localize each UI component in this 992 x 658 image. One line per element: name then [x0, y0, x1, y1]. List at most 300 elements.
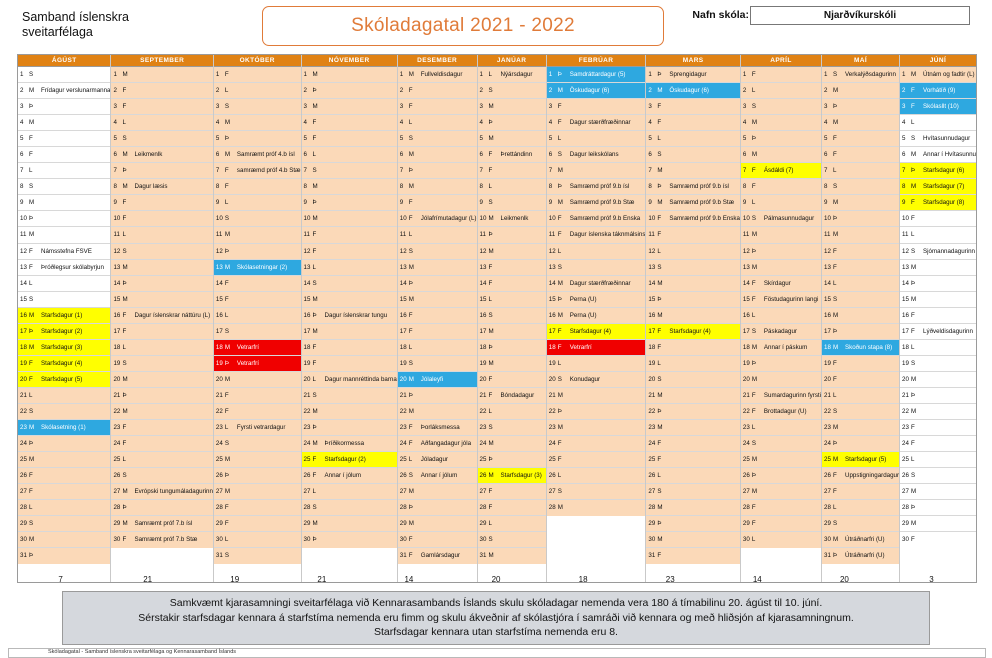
calendar-day-cell[interactable] — [547, 276, 646, 292]
calendar-day-cell[interactable] — [646, 516, 740, 532]
calendar-day-cell[interactable] — [214, 67, 301, 83]
calendar-day-cell[interactable] — [822, 420, 899, 436]
calendar-day-cell[interactable] — [547, 468, 646, 484]
calendar-day-cell[interactable] — [18, 67, 110, 83]
calendar-day-cell[interactable] — [900, 99, 976, 115]
calendar-day-cell[interactable] — [111, 516, 212, 532]
calendar-day-cell[interactable] — [478, 195, 546, 211]
calendar-day-cell[interactable] — [111, 244, 212, 260]
calendar-day-cell[interactable] — [214, 131, 301, 147]
calendar-day-cell[interactable] — [478, 372, 546, 388]
calendar-day-cell[interactable] — [214, 404, 301, 420]
calendar-day-cell[interactable] — [646, 163, 740, 179]
calendar-day-cell[interactable] — [741, 340, 821, 356]
calendar-day-cell[interactable] — [478, 131, 546, 147]
calendar-day-cell[interactable] — [478, 516, 546, 532]
calendar-day-cell[interactable] — [398, 452, 477, 468]
calendar-day-cell[interactable] — [214, 548, 301, 564]
calendar-day-cell[interactable] — [646, 292, 740, 308]
calendar-day-cell[interactable] — [302, 324, 397, 340]
calendar-day-cell[interactable] — [822, 163, 899, 179]
calendar-day-cell[interactable] — [398, 468, 477, 484]
calendar-day-cell[interactable] — [478, 340, 546, 356]
calendar-day-cell[interactable] — [18, 324, 110, 340]
calendar-day-cell[interactable] — [547, 356, 646, 372]
calendar-day-cell[interactable] — [646, 532, 740, 548]
calendar-day-cell[interactable] — [214, 452, 301, 468]
calendar-day-cell[interactable] — [900, 276, 976, 292]
calendar-day-cell[interactable] — [741, 436, 821, 452]
calendar-day-cell[interactable] — [214, 340, 301, 356]
calendar-day-cell[interactable] — [547, 500, 646, 516]
calendar-day-cell[interactable] — [822, 468, 899, 484]
calendar-day-cell[interactable] — [214, 420, 301, 436]
calendar-day-cell[interactable] — [547, 340, 646, 356]
calendar-day-cell[interactable] — [302, 83, 397, 99]
calendar-day-cell[interactable] — [646, 372, 740, 388]
calendar-day-cell[interactable] — [741, 67, 821, 83]
calendar-day-cell[interactable] — [111, 260, 212, 276]
school-name-field[interactable]: Njarðvíkurskóli — [750, 6, 970, 25]
calendar-day-cell[interactable] — [478, 500, 546, 516]
calendar-day-cell[interactable] — [18, 227, 110, 243]
calendar-day-cell[interactable] — [18, 163, 110, 179]
calendar-day-cell[interactable] — [214, 115, 301, 131]
calendar-day-cell[interactable] — [741, 516, 821, 532]
calendar-day-cell[interactable] — [646, 308, 740, 324]
calendar-day-cell[interactable] — [214, 276, 301, 292]
calendar-day-cell[interactable] — [111, 211, 212, 227]
calendar-day-cell[interactable] — [302, 244, 397, 260]
calendar-day-cell[interactable] — [398, 195, 477, 211]
calendar-day-cell[interactable] — [741, 468, 821, 484]
calendar-day-cell[interactable] — [822, 83, 899, 99]
calendar-day-cell[interactable] — [214, 195, 301, 211]
calendar-day-cell[interactable] — [214, 211, 301, 227]
calendar-day-cell[interactable] — [900, 340, 976, 356]
calendar-day-cell[interactable] — [111, 308, 212, 324]
calendar-day-cell[interactable] — [900, 452, 976, 468]
calendar-day-cell[interactable] — [547, 131, 646, 147]
calendar-day-cell[interactable] — [398, 163, 477, 179]
calendar-day-cell[interactable] — [18, 244, 110, 260]
calendar-day-cell[interactable] — [822, 67, 899, 83]
calendar-day-cell[interactable] — [822, 532, 899, 548]
calendar-day-cell[interactable] — [822, 211, 899, 227]
calendar-day-cell[interactable] — [111, 468, 212, 484]
calendar-day-cell[interactable] — [646, 211, 740, 227]
calendar-day-cell[interactable] — [18, 115, 110, 131]
calendar-day-cell[interactable] — [741, 388, 821, 404]
calendar-day-cell[interactable] — [822, 115, 899, 131]
calendar-day-cell[interactable] — [741, 163, 821, 179]
calendar-day-cell[interactable] — [547, 404, 646, 420]
calendar-day-cell[interactable] — [646, 404, 740, 420]
calendar-day-cell[interactable] — [547, 99, 646, 115]
calendar-day-cell[interactable] — [822, 99, 899, 115]
calendar-day-cell[interactable] — [900, 260, 976, 276]
calendar-day-cell[interactable] — [900, 324, 976, 340]
calendar-day-cell[interactable] — [900, 500, 976, 516]
calendar-day-cell[interactable] — [646, 420, 740, 436]
calendar-day-cell[interactable] — [302, 260, 397, 276]
calendar-day-cell[interactable] — [547, 420, 646, 436]
calendar-day-cell[interactable] — [478, 548, 546, 564]
calendar-day-cell[interactable] — [822, 372, 899, 388]
calendar-day-cell[interactable] — [741, 99, 821, 115]
calendar-day-cell[interactable] — [822, 276, 899, 292]
calendar-day-cell[interactable] — [646, 500, 740, 516]
calendar-day-cell[interactable] — [741, 244, 821, 260]
calendar-day-cell[interactable] — [111, 356, 212, 372]
calendar-day-cell[interactable] — [18, 131, 110, 147]
calendar-day-cell[interactable] — [18, 308, 110, 324]
calendar-day-cell[interactable] — [900, 436, 976, 452]
calendar-day-cell[interactable] — [822, 244, 899, 260]
calendar-day-cell[interactable] — [646, 179, 740, 195]
calendar-day-cell[interactable] — [646, 356, 740, 372]
calendar-day-cell[interactable] — [302, 292, 397, 308]
calendar-day-cell[interactable] — [111, 179, 212, 195]
calendar-day-cell[interactable] — [741, 147, 821, 163]
calendar-day-cell[interactable] — [741, 308, 821, 324]
calendar-day-cell[interactable] — [478, 276, 546, 292]
calendar-day-cell[interactable] — [822, 356, 899, 372]
calendar-day-cell[interactable] — [111, 324, 212, 340]
calendar-day-cell[interactable] — [900, 67, 976, 83]
calendar-day-cell[interactable] — [18, 516, 110, 532]
calendar-day-cell[interactable] — [302, 500, 397, 516]
calendar-day-cell[interactable] — [547, 372, 646, 388]
calendar-day-cell[interactable] — [18, 195, 110, 211]
calendar-day-cell[interactable] — [741, 404, 821, 420]
calendar-day-cell[interactable] — [18, 260, 110, 276]
calendar-day-cell[interactable] — [398, 308, 477, 324]
calendar-day-cell[interactable] — [302, 163, 397, 179]
calendar-day-cell[interactable] — [741, 131, 821, 147]
calendar-day-cell[interactable] — [478, 436, 546, 452]
calendar-day-cell[interactable] — [111, 276, 212, 292]
calendar-day-cell[interactable] — [646, 436, 740, 452]
calendar-day-cell[interactable] — [398, 372, 477, 388]
calendar-day-cell[interactable] — [900, 211, 976, 227]
calendar-day-cell[interactable] — [398, 260, 477, 276]
calendar-day-cell[interactable] — [900, 163, 976, 179]
calendar-day-cell[interactable] — [646, 388, 740, 404]
calendar-day-cell[interactable] — [822, 324, 899, 340]
calendar-day-cell[interactable] — [478, 324, 546, 340]
calendar-day-cell[interactable] — [18, 340, 110, 356]
calendar-day-cell[interactable] — [547, 388, 646, 404]
calendar-day-cell[interactable] — [111, 99, 212, 115]
calendar-day-cell[interactable] — [741, 324, 821, 340]
calendar-day-cell[interactable] — [900, 388, 976, 404]
calendar-day-cell[interactable] — [741, 227, 821, 243]
calendar-day-cell[interactable] — [478, 211, 546, 227]
calendar-day-cell[interactable] — [646, 468, 740, 484]
calendar-day-cell[interactable] — [547, 484, 646, 500]
calendar-day-cell[interactable] — [478, 99, 546, 115]
calendar-day-cell[interactable] — [646, 260, 740, 276]
calendar-day-cell[interactable] — [741, 420, 821, 436]
calendar-day-cell[interactable] — [478, 468, 546, 484]
calendar-day-cell[interactable] — [646, 452, 740, 468]
calendar-day-cell[interactable] — [741, 83, 821, 99]
calendar-day-cell[interactable] — [214, 83, 301, 99]
calendar-day-cell[interactable] — [214, 484, 301, 500]
calendar-day-cell[interactable] — [547, 67, 646, 83]
calendar-day-cell[interactable] — [478, 308, 546, 324]
calendar-day-cell[interactable] — [822, 548, 899, 564]
calendar-day-cell[interactable] — [398, 179, 477, 195]
calendar-day-cell[interactable] — [478, 388, 546, 404]
calendar-day-cell[interactable] — [302, 308, 397, 324]
calendar-day-cell[interactable] — [900, 244, 976, 260]
calendar-day-cell[interactable] — [398, 115, 477, 131]
calendar-day-cell[interactable] — [478, 484, 546, 500]
calendar-day-cell[interactable] — [900, 83, 976, 99]
calendar-day-cell[interactable] — [302, 452, 397, 468]
calendar-day-cell[interactable] — [214, 436, 301, 452]
calendar-day-cell[interactable] — [398, 67, 477, 83]
calendar-day-cell[interactable] — [111, 500, 212, 516]
calendar-day-cell[interactable] — [214, 324, 301, 340]
calendar-day-cell[interactable] — [741, 211, 821, 227]
calendar-day-cell[interactable] — [18, 436, 110, 452]
calendar-day-cell[interactable] — [398, 99, 477, 115]
calendar-day-cell[interactable] — [741, 260, 821, 276]
calendar-day-cell[interactable] — [302, 67, 397, 83]
calendar-day-cell[interactable] — [646, 115, 740, 131]
calendar-day-cell[interactable] — [18, 372, 110, 388]
calendar-day-cell[interactable] — [900, 131, 976, 147]
calendar-day-cell[interactable] — [18, 452, 110, 468]
calendar-day-cell[interactable] — [214, 372, 301, 388]
calendar-day-cell[interactable] — [111, 195, 212, 211]
calendar-day-cell[interactable] — [111, 388, 212, 404]
calendar-day-cell[interactable] — [741, 532, 821, 548]
calendar-day-cell[interactable] — [646, 324, 740, 340]
calendar-day-cell[interactable] — [900, 292, 976, 308]
calendar-day-cell[interactable] — [646, 195, 740, 211]
calendar-day-cell[interactable] — [478, 147, 546, 163]
calendar-day-cell[interactable] — [302, 372, 397, 388]
calendar-day-cell[interactable] — [18, 179, 110, 195]
calendar-day-cell[interactable] — [214, 99, 301, 115]
calendar-day-cell[interactable] — [741, 179, 821, 195]
calendar-day-cell[interactable] — [302, 115, 397, 131]
calendar-day-cell[interactable] — [398, 324, 477, 340]
calendar-day-cell[interactable] — [398, 227, 477, 243]
calendar-day-cell[interactable] — [214, 179, 301, 195]
calendar-day-cell[interactable] — [741, 195, 821, 211]
calendar-day-cell[interactable] — [398, 436, 477, 452]
calendar-day-cell[interactable] — [18, 276, 110, 292]
calendar-day-cell[interactable] — [478, 115, 546, 131]
calendar-day-cell[interactable] — [478, 260, 546, 276]
calendar-day-cell[interactable] — [398, 356, 477, 372]
calendar-day-cell[interactable] — [302, 436, 397, 452]
calendar-day-cell[interactable] — [302, 356, 397, 372]
calendar-day-cell[interactable] — [111, 404, 212, 420]
calendar-day-cell[interactable] — [302, 211, 397, 227]
calendar-day-cell[interactable] — [111, 227, 212, 243]
calendar-day-cell[interactable] — [398, 532, 477, 548]
calendar-day-cell[interactable] — [398, 404, 477, 420]
calendar-day-cell[interactable] — [18, 99, 110, 115]
calendar-day-cell[interactable] — [547, 163, 646, 179]
calendar-day-cell[interactable] — [741, 452, 821, 468]
calendar-day-cell[interactable] — [547, 115, 646, 131]
calendar-day-cell[interactable] — [18, 83, 110, 99]
calendar-day-cell[interactable] — [398, 388, 477, 404]
calendar-day-cell[interactable] — [302, 227, 397, 243]
calendar-day-cell[interactable] — [646, 83, 740, 99]
calendar-day-cell[interactable] — [741, 115, 821, 131]
calendar-day-cell[interactable] — [302, 276, 397, 292]
calendar-day-cell[interactable] — [302, 195, 397, 211]
calendar-day-cell[interactable] — [822, 484, 899, 500]
calendar-day-cell[interactable] — [111, 420, 212, 436]
calendar-day-cell[interactable] — [646, 484, 740, 500]
calendar-day-cell[interactable] — [900, 195, 976, 211]
calendar-day-cell[interactable] — [214, 292, 301, 308]
calendar-day-cell[interactable] — [18, 211, 110, 227]
calendar-day-cell[interactable] — [214, 260, 301, 276]
calendar-day-cell[interactable] — [822, 147, 899, 163]
calendar-day-cell[interactable] — [547, 436, 646, 452]
calendar-day-cell[interactable] — [398, 500, 477, 516]
calendar-day-cell[interactable] — [18, 484, 110, 500]
calendar-day-cell[interactable] — [478, 532, 546, 548]
calendar-day-cell[interactable] — [214, 227, 301, 243]
calendar-day-cell[interactable] — [398, 211, 477, 227]
calendar-day-cell[interactable] — [822, 388, 899, 404]
calendar-day-cell[interactable] — [398, 131, 477, 147]
calendar-day-cell[interactable] — [111, 340, 212, 356]
calendar-day-cell[interactable] — [822, 404, 899, 420]
calendar-day-cell[interactable] — [398, 484, 477, 500]
calendar-day-cell[interactable] — [111, 83, 212, 99]
calendar-day-cell[interactable] — [214, 500, 301, 516]
calendar-day-cell[interactable] — [900, 420, 976, 436]
calendar-day-cell[interactable] — [302, 532, 397, 548]
calendar-day-cell[interactable] — [302, 340, 397, 356]
calendar-day-cell[interactable] — [302, 468, 397, 484]
calendar-day-cell[interactable] — [214, 468, 301, 484]
calendar-day-cell[interactable] — [900, 372, 976, 388]
calendar-day-cell[interactable] — [900, 468, 976, 484]
calendar-day-cell[interactable] — [646, 548, 740, 564]
calendar-day-cell[interactable] — [646, 340, 740, 356]
calendar-day-cell[interactable] — [646, 67, 740, 83]
calendar-day-cell[interactable] — [302, 404, 397, 420]
calendar-day-cell[interactable] — [547, 308, 646, 324]
calendar-day-cell[interactable] — [18, 404, 110, 420]
calendar-day-cell[interactable] — [302, 99, 397, 115]
calendar-day-cell[interactable] — [214, 532, 301, 548]
calendar-day-cell[interactable] — [214, 516, 301, 532]
calendar-day-cell[interactable] — [822, 195, 899, 211]
calendar-day-cell[interactable] — [111, 115, 212, 131]
calendar-day-cell[interactable] — [111, 532, 212, 548]
calendar-day-cell[interactable] — [398, 292, 477, 308]
calendar-day-cell[interactable] — [547, 83, 646, 99]
calendar-day-cell[interactable] — [398, 147, 477, 163]
calendar-day-cell[interactable] — [822, 292, 899, 308]
calendar-day-cell[interactable] — [741, 276, 821, 292]
calendar-day-cell[interactable] — [741, 356, 821, 372]
calendar-day-cell[interactable] — [547, 260, 646, 276]
calendar-day-cell[interactable] — [900, 516, 976, 532]
calendar-day-cell[interactable] — [18, 147, 110, 163]
calendar-day-cell[interactable] — [741, 484, 821, 500]
calendar-day-cell[interactable] — [822, 179, 899, 195]
calendar-day-cell[interactable] — [822, 500, 899, 516]
calendar-day-cell[interactable] — [646, 99, 740, 115]
calendar-day-cell[interactable] — [547, 324, 646, 340]
calendar-day-cell[interactable] — [900, 308, 976, 324]
calendar-day-cell[interactable] — [111, 147, 212, 163]
calendar-day-cell[interactable] — [398, 244, 477, 260]
calendar-day-cell[interactable] — [302, 516, 397, 532]
calendar-day-cell[interactable] — [646, 244, 740, 260]
calendar-day-cell[interactable] — [900, 227, 976, 243]
calendar-day-cell[interactable] — [111, 436, 212, 452]
calendar-day-cell[interactable] — [214, 163, 301, 179]
calendar-day-cell[interactable] — [302, 420, 397, 436]
calendar-day-cell[interactable] — [547, 179, 646, 195]
calendar-day-cell[interactable] — [18, 468, 110, 484]
calendar-day-cell[interactable] — [900, 179, 976, 195]
calendar-day-cell[interactable] — [18, 532, 110, 548]
calendar-day-cell[interactable] — [646, 227, 740, 243]
calendar-day-cell[interactable] — [302, 147, 397, 163]
calendar-day-cell[interactable] — [214, 244, 301, 260]
calendar-day-cell[interactable] — [398, 276, 477, 292]
calendar-day-cell[interactable] — [478, 67, 546, 83]
calendar-day-cell[interactable] — [900, 115, 976, 131]
calendar-day-cell[interactable] — [302, 484, 397, 500]
calendar-day-cell[interactable] — [478, 356, 546, 372]
calendar-day-cell[interactable] — [398, 548, 477, 564]
calendar-day-cell[interactable] — [547, 195, 646, 211]
calendar-day-cell[interactable] — [478, 404, 546, 420]
calendar-day-cell[interactable] — [111, 67, 212, 83]
calendar-day-cell[interactable] — [822, 340, 899, 356]
calendar-day-cell[interactable] — [822, 227, 899, 243]
calendar-day-cell[interactable] — [741, 372, 821, 388]
calendar-day-cell[interactable] — [741, 500, 821, 516]
calendar-day-cell[interactable] — [547, 227, 646, 243]
calendar-day-cell[interactable] — [478, 179, 546, 195]
calendar-day-cell[interactable] — [18, 292, 110, 308]
calendar-day-cell[interactable] — [478, 244, 546, 260]
calendar-day-cell[interactable] — [18, 420, 110, 436]
calendar-day-cell[interactable] — [822, 260, 899, 276]
calendar-day-cell[interactable] — [18, 548, 110, 564]
calendar-day-cell[interactable] — [111, 131, 212, 147]
calendar-day-cell[interactable] — [646, 147, 740, 163]
calendar-day-cell[interactable] — [900, 147, 976, 163]
calendar-day-cell[interactable] — [111, 163, 212, 179]
calendar-day-cell[interactable] — [547, 452, 646, 468]
calendar-day-cell[interactable] — [478, 420, 546, 436]
calendar-day-cell[interactable] — [822, 131, 899, 147]
calendar-day-cell[interactable] — [214, 147, 301, 163]
calendar-day-cell[interactable] — [646, 276, 740, 292]
calendar-day-cell[interactable] — [646, 131, 740, 147]
